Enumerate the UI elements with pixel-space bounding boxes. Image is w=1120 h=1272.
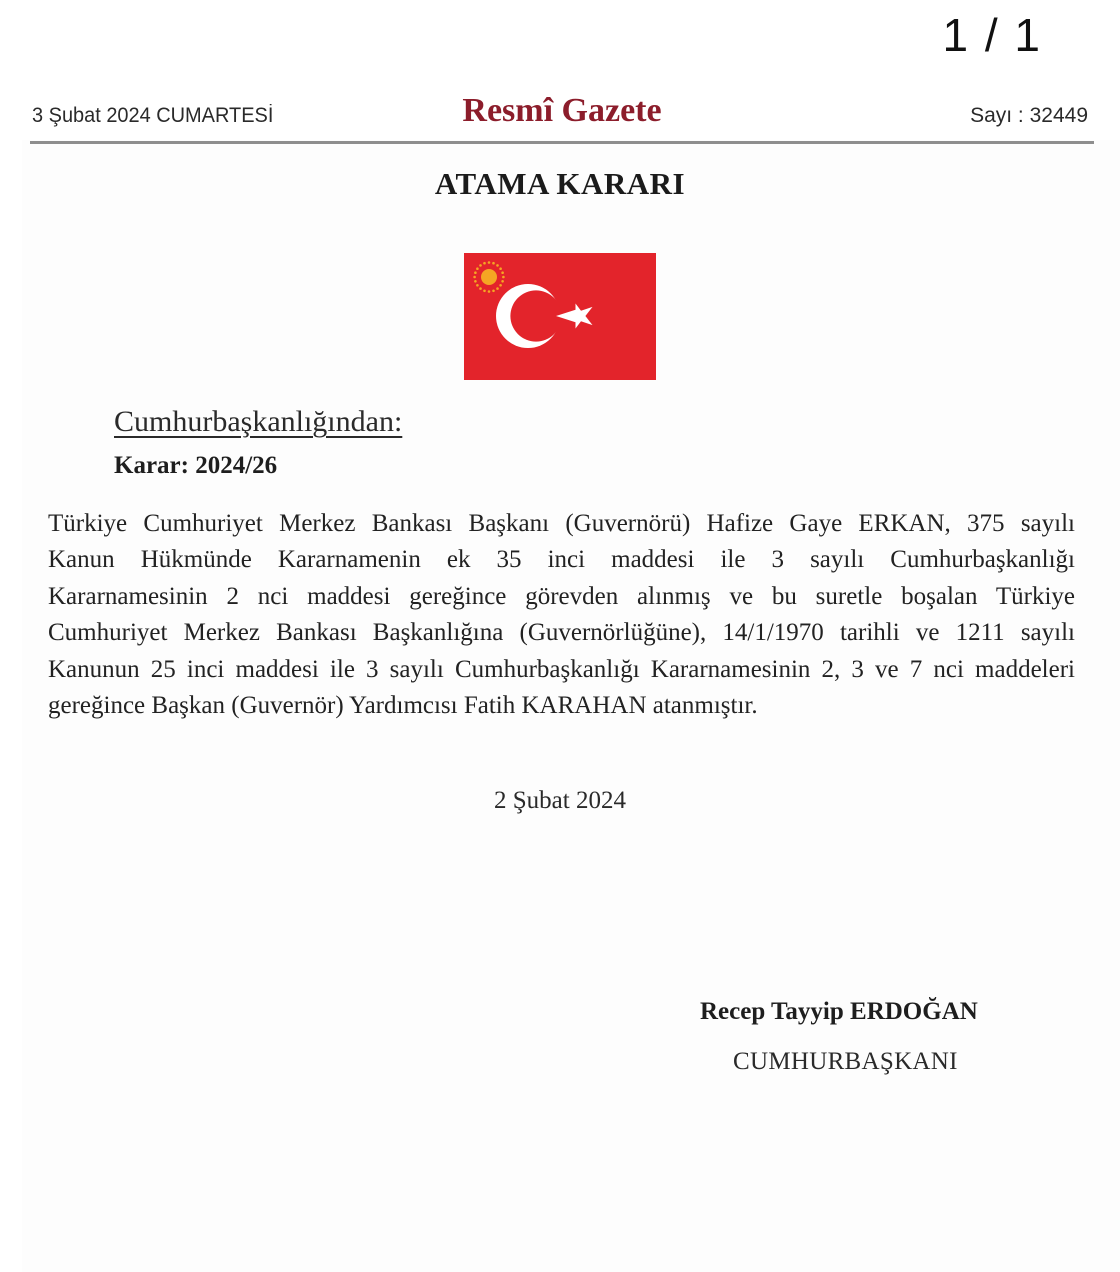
body-line: Türkiye Cumhuriyet Merkez Bankası Başkanı (Guvernörü) Hafize Gaye ERKAN, 375 sayılı [48,510,1075,537]
body-line: Kanunun 25 inci maddesi ile 3 sayılı Cumhurbaşkanlığı Kararnamesinin 2, 3 ve 7 nci maddeleri [48,655,1075,683]
page-indicator: 1 / 1 [942,9,1042,61]
gazette-masthead: Resmî Gazete [462,92,662,129]
publication-date: 3 Şubat 2024 CUMARTESİ [32,104,274,127]
signer-name: Recep Tayyip ERDOĞAN [700,998,978,1025]
body-line: Cumhuriyet Merkez Bankası Başkanlığına (Guvernörlüğüne), 14/1/1970 tarihli ve 1211 sayılı [48,619,1075,647]
issue-number: Sayı : 32449 [970,104,1088,127]
presidential-flag-icon [464,253,656,380]
header-divider [30,141,1094,144]
decision-number: Karar: 2024/26 [114,452,278,479]
issuing-authority: Cumhurbaşkanlığından: [114,405,403,438]
decision-body [48,506,1075,724]
signer-title: CUMHURBAŞKANI [733,1048,958,1075]
document-title: ATAMA KARARI [434,166,686,201]
body-line: Kanun Hükmünde Kararnamenin ek 35 inci maddesi ile 3 sayılı Cumhurbaşkanlığı [48,546,1075,574]
gazette-header [30,92,1094,138]
body-line: gereğince Başkan (Guvernör) Yardımcısı Fatih KARAHAN atanmıştır. [48,691,758,719]
body-line: Kararnamesinin 2 nci maddesi gereğince görevden alınmış ve bu suretle boşalan Türkiye [48,582,1075,610]
signature-date: 2 Şubat 2024 [494,787,626,814]
